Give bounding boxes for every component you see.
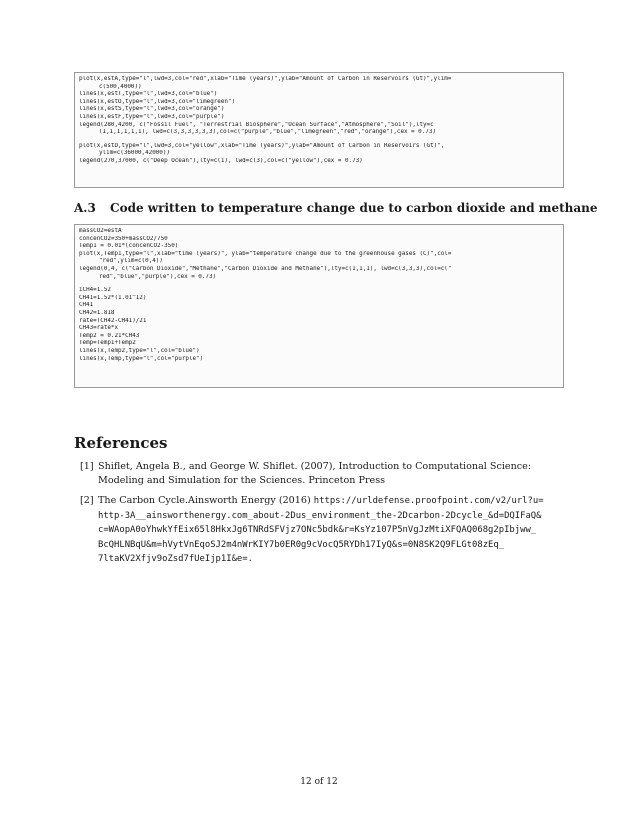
code-line: lines(x,estS,type="l",lwd=3,col="orange")	[79, 106, 225, 113]
code-line: Temp1 = 0.01*(concenCO2-350)	[79, 243, 179, 250]
code-line: (1,1,1,1,1,1), lwd=c(3,3,3,3,3,3),col=c("purple","blue","limegreen","red","orange"),cex = 0.73)	[99, 129, 436, 136]
code-block-plot-reservoirs	[74, 72, 564, 188]
code-line: lines(x,Temp2,type="l",col="blue")	[79, 347, 200, 354]
section-number: A.3	[74, 201, 96, 215]
code-line: plot(x,estA,type="l",lwd=3,col="red",xlab="Time (years)",ylab="Amount of Carbon in Reservoirs (Gt)",ylim=	[79, 76, 452, 82]
reference-url-line[interactable]: 7ltaKV2Xfjv9oZsd7fUeIjp1I&e=.	[98, 554, 253, 564]
code-line: Temp=Temp1+Temp2	[79, 340, 136, 347]
code-line: CH41	[79, 302, 94, 309]
code-line: "red",ylim=c(0,4))	[99, 258, 163, 265]
code-line: rate=(CH42-CH41)/21	[79, 317, 147, 324]
code-line: red","blue","purple"),cex = 0.73)	[99, 273, 217, 280]
reference-label: [1]	[80, 461, 94, 472]
code-line: CH42=1.818	[79, 309, 115, 316]
reference-body	[98, 494, 564, 567]
reference-text: The Carbon Cycle.Ainsworth Energy (2016)	[98, 495, 314, 506]
code-line: plot(x,estD,type="l",lwd=3,col="yellow",xlab="Time (years)",ylab="Amount of Carbon in Reservoirs (Gt)",	[79, 142, 445, 149]
code-line: plot(x,Temp1,type="l",xlab="time (years)", ylab="temperature change due to the greenhouse gases (C)",col=	[79, 250, 452, 257]
section-heading	[74, 201, 598, 215]
code-line: lines(x,estO,type="l",lwd=3,col="limegreen")	[79, 98, 236, 105]
reference-url-line[interactable]: http-3A__ainsworthenergy.com_about-2Dus_environment_the-2Dcarbon-2Dcycle_&d=DQIFaQ&	[98, 510, 542, 521]
code-line: c(500,4000))	[99, 83, 142, 90]
code-line: lines(x,estT,type="l",lwd=3,col="blue")	[79, 91, 218, 98]
reference-url-line[interactable]: c=WAopA0oYhwkYfEix65l8HkxJg6TNRdSFVjz7ONc5bdk&r=KsYz107P5nVgJzMtiXFQAQ068g2pIbjww_	[98, 525, 537, 535]
code-line: CH43=rate*x	[79, 325, 119, 332]
reference-text: Shiflet, Angela B., and George W. Shiflet. (2007), Introduction to Computational Science: Modeling and Simulation for the Sciences. Princeton Press	[98, 461, 532, 486]
code-block-temperature	[74, 224, 564, 388]
code-line: legend(280,4200, c("Fossil Fuel", "Terrestrial Biosphere","Ocean Surface","Atmosphere","Soil"),lty=c	[79, 121, 434, 128]
reference-url-line[interactable]: https://urldefense.proofpoint.com/v2/url?u=	[313, 496, 544, 506]
reference-item-2	[74, 494, 564, 567]
section-title-text: Code written to temperature change due to carbon dioxide and methane	[110, 201, 598, 215]
reference-url-line[interactable]: BcQHLNBqU&m=hVytVnEqoSJ2m4nWrKIY7b0ER0g9cVocQ5RYDh17IyQ&s=0N8SK2Q9FLGt08zEq_	[98, 539, 505, 550]
code-line: legend(270,37000, c("Deep Ocean"),lty=c(1), lwd=c(3),col=c("yellow"),cex = 0.73)	[79, 157, 363, 164]
reference-label: [2]	[80, 495, 94, 506]
code-line: iCH4=1.52	[79, 287, 111, 294]
code-line: Temp2 = 0.21*CH43	[79, 332, 140, 339]
code-line: legend(0,4, c("Carbon Dioxide","Methane","Carbon Dioxide and Methane"),lty=c(1,1,1), lwd=c(3,3,3),col=c("	[79, 265, 452, 272]
reference-item-1	[74, 460, 564, 487]
code-line: massCO2=estA	[79, 228, 122, 234]
code-line: ylim=c(36000,42000))	[99, 150, 170, 157]
references-heading: References	[74, 434, 168, 452]
code-line: lines(x,Temp,type="l",col="purple")	[79, 355, 204, 362]
code-line: concenCO2=350+massCO2/750	[79, 235, 168, 242]
code-line: lines(x,estF,type="l",lwd=3,col="purple")	[79, 113, 225, 120]
page-number: 12 of 12	[300, 777, 338, 787]
code-line: CH41=1.52*(1.01^12)	[79, 294, 147, 301]
